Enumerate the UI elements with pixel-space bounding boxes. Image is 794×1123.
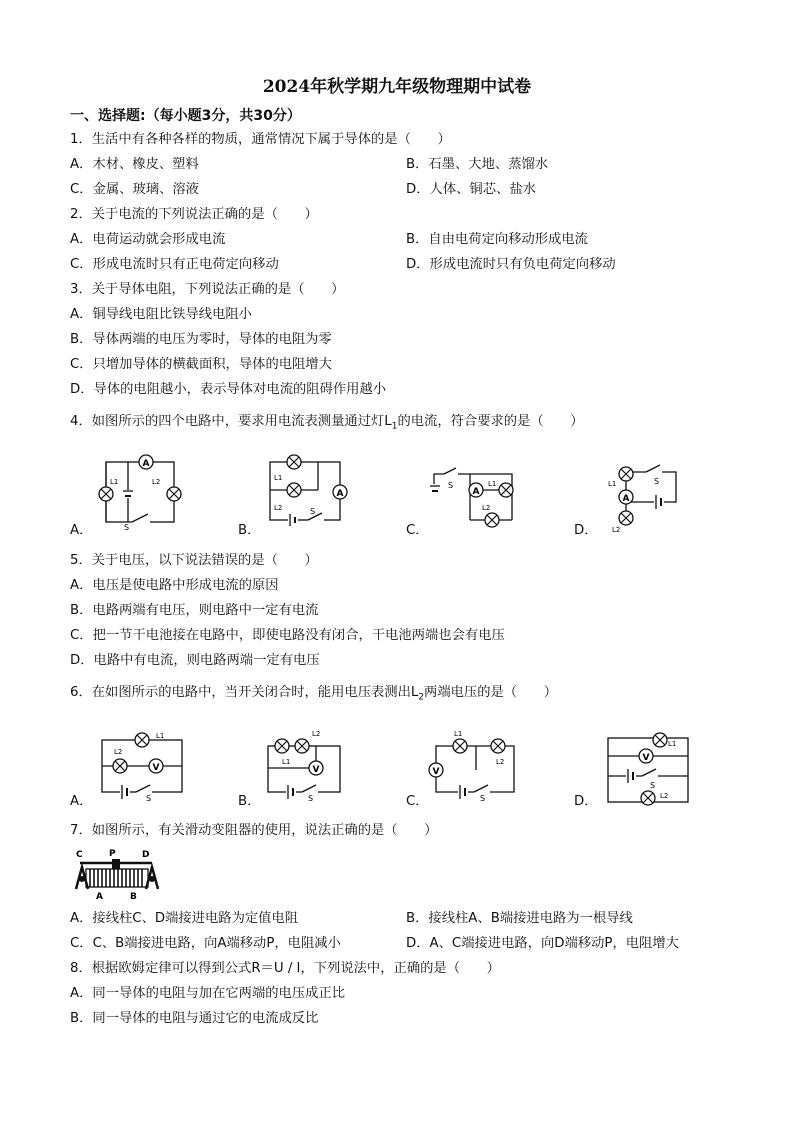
q8-option-a[interactable]: A．同一导体的电阻与加在它两端的电压成正比 <box>70 986 346 1001</box>
svg-text:L1: L1 <box>454 730 463 738</box>
q2-option-b[interactable]: B．自由电荷定向移动形成电流 <box>406 232 588 247</box>
svg-text:V: V <box>312 765 320 775</box>
question-7-stem: 7．如图所示，有关滑动变阻器的使用，说法正确的是（ ） <box>70 823 438 838</box>
svg-text:L1: L1 <box>488 480 497 488</box>
q4-label-d[interactable]: D． <box>574 523 598 538</box>
q5-option-a[interactable]: A．电压是使电路中形成电流的原因 <box>70 578 279 593</box>
question-2-stem: 2．关于电流的下列说法正确的是（ ） <box>70 207 318 222</box>
svg-text:V: V <box>432 767 440 777</box>
q6-circuit-a <box>96 726 186 802</box>
svg-text:L1: L1 <box>274 474 283 482</box>
q6-label-a[interactable]: A． <box>70 794 93 809</box>
q5-option-b[interactable]: B．电路两端有电压，则电路中一定有电流 <box>70 603 319 618</box>
svg-text:S: S <box>308 794 314 802</box>
svg-text:L1: L1 <box>156 732 165 740</box>
svg-text:L1: L1 <box>668 740 677 748</box>
q2-option-d[interactable]: D．形成电流时只有负电荷定向移动 <box>406 257 616 272</box>
page-title: 2024年秋学期九年级物理期中试卷 <box>262 77 532 97</box>
q2-option-c[interactable]: C．形成电流时只有正电荷定向移动 <box>70 257 279 272</box>
svg-text:S: S <box>480 794 486 802</box>
svg-text:L2: L2 <box>312 730 321 738</box>
q6-label-b[interactable]: B． <box>238 794 261 809</box>
svg-text:L1: L1 <box>608 480 617 488</box>
svg-text:A: A <box>472 487 480 497</box>
svg-text:A: A <box>96 892 103 901</box>
svg-text:A: A <box>142 459 150 469</box>
q6-label-d[interactable]: D． <box>574 794 598 809</box>
question-6-stem: 6．在如图所示的电路中，当开关闭合时，能用电压表测出$L_2$两端电压的是（ ） <box>70 685 557 703</box>
q2-option-a[interactable]: A．电荷运动就会形成电流 <box>70 232 226 247</box>
rheostat-figure <box>72 845 162 901</box>
svg-text:L2: L2 <box>482 504 491 512</box>
q1-option-b[interactable]: B．石墨、大地、蒸馏水 <box>406 157 549 172</box>
question-5-stem: 5．关于电压，以下说法错误的是（ ） <box>70 553 318 568</box>
q6-circuit-c <box>428 726 520 802</box>
q7-option-a[interactable]: A．接线柱C、D端接进电路为定值电阻 <box>70 911 299 926</box>
q5-option-d[interactable]: D．电路中有电流，则电路两端一定有电压 <box>70 653 320 668</box>
q3-option-a[interactable]: A．铜导线电阻比铁导线电阻小 <box>70 307 252 322</box>
q1-option-c[interactable]: C．金属、玻璃、溶液 <box>70 182 199 197</box>
svg-text:S: S <box>124 523 130 532</box>
q7-option-b[interactable]: B．接线柱A、B端接进电路为一根导线 <box>406 911 633 926</box>
q4-circuit-a <box>96 452 184 532</box>
svg-text:L2: L2 <box>660 792 669 800</box>
svg-text:V: V <box>642 753 650 763</box>
q7-option-d[interactable]: D．A、C端接进电路，向D端移动P，电阻增大 <box>406 936 679 951</box>
svg-text:L2: L2 <box>274 504 283 512</box>
svg-text:V: V <box>152 763 160 773</box>
svg-text:L1: L1 <box>110 478 119 486</box>
svg-text:S: S <box>310 507 316 516</box>
svg-text:C: C <box>76 850 83 860</box>
q4-circuit-b <box>262 452 354 530</box>
section-heading: 一、选择题:（每小题3分，共30分） <box>70 108 301 124</box>
q7-option-c[interactable]: C．C、B端接进电路，向A端移动P，电阻减小 <box>70 936 341 951</box>
q1-option-d[interactable]: D．人体、铜芯、盐水 <box>406 182 536 197</box>
q4-circuit-d <box>606 462 686 534</box>
svg-text:L2: L2 <box>152 478 161 486</box>
q6-circuit-b <box>262 726 346 802</box>
question-3-stem: 3．关于导体电阻，下列说法正确的是（ ） <box>70 282 345 297</box>
svg-text:A: A <box>336 489 344 499</box>
q4-label-c[interactable]: C． <box>406 523 429 538</box>
svg-text:B: B <box>130 892 137 901</box>
q4-label-b[interactable]: B． <box>238 523 261 538</box>
svg-text:S: S <box>654 477 660 486</box>
svg-text:S: S <box>650 781 656 790</box>
q6-label-c[interactable]: C． <box>406 794 429 809</box>
question-1-stem: 1．生活中有各种各样的物质，通常情况下属于导体的是（ ） <box>70 132 451 147</box>
q4-label-a[interactable]: A． <box>70 523 93 538</box>
question-4-stem: 4．如图所示的四个电路中，要求用电流表测量通过灯$L_1$的电流，符合要求的是（ ） <box>70 414 584 432</box>
q3-option-d[interactable]: D．导体的电阻越小，表示导体对电流的阻碍作用越小 <box>70 382 387 397</box>
svg-text:S: S <box>448 481 454 490</box>
svg-text:L2: L2 <box>612 526 621 534</box>
q1-option-a[interactable]: A．木材、橡皮、塑料 <box>70 157 199 172</box>
svg-text:L1: L1 <box>282 758 291 766</box>
svg-text:L2: L2 <box>496 758 505 766</box>
svg-text:S: S <box>146 794 152 802</box>
svg-text:D: D <box>142 850 150 860</box>
q3-option-c[interactable]: C．只增加导体的横截面积，导体的电阻增大 <box>70 357 332 372</box>
svg-text:P: P <box>109 849 116 859</box>
q5-option-c[interactable]: C．把一节干电池接在电路中，即使电路没有闭合，干电池两端也会有电压 <box>70 628 505 643</box>
q3-option-b[interactable]: B．导体两端的电压为零时，导体的电阻为零 <box>70 332 332 347</box>
svg-text:A: A <box>622 494 630 504</box>
q4-circuit-c <box>426 466 518 532</box>
q8-option-b[interactable]: B．同一导体的电阻与通过它的电流成反比 <box>70 1011 319 1026</box>
question-8-stem: 8．根据欧姆定律可以得到公式R＝U / I，下列说法中，正确的是（ ） <box>70 961 500 976</box>
q6-circuit-d <box>602 732 694 808</box>
svg-text:L2: L2 <box>114 748 123 756</box>
